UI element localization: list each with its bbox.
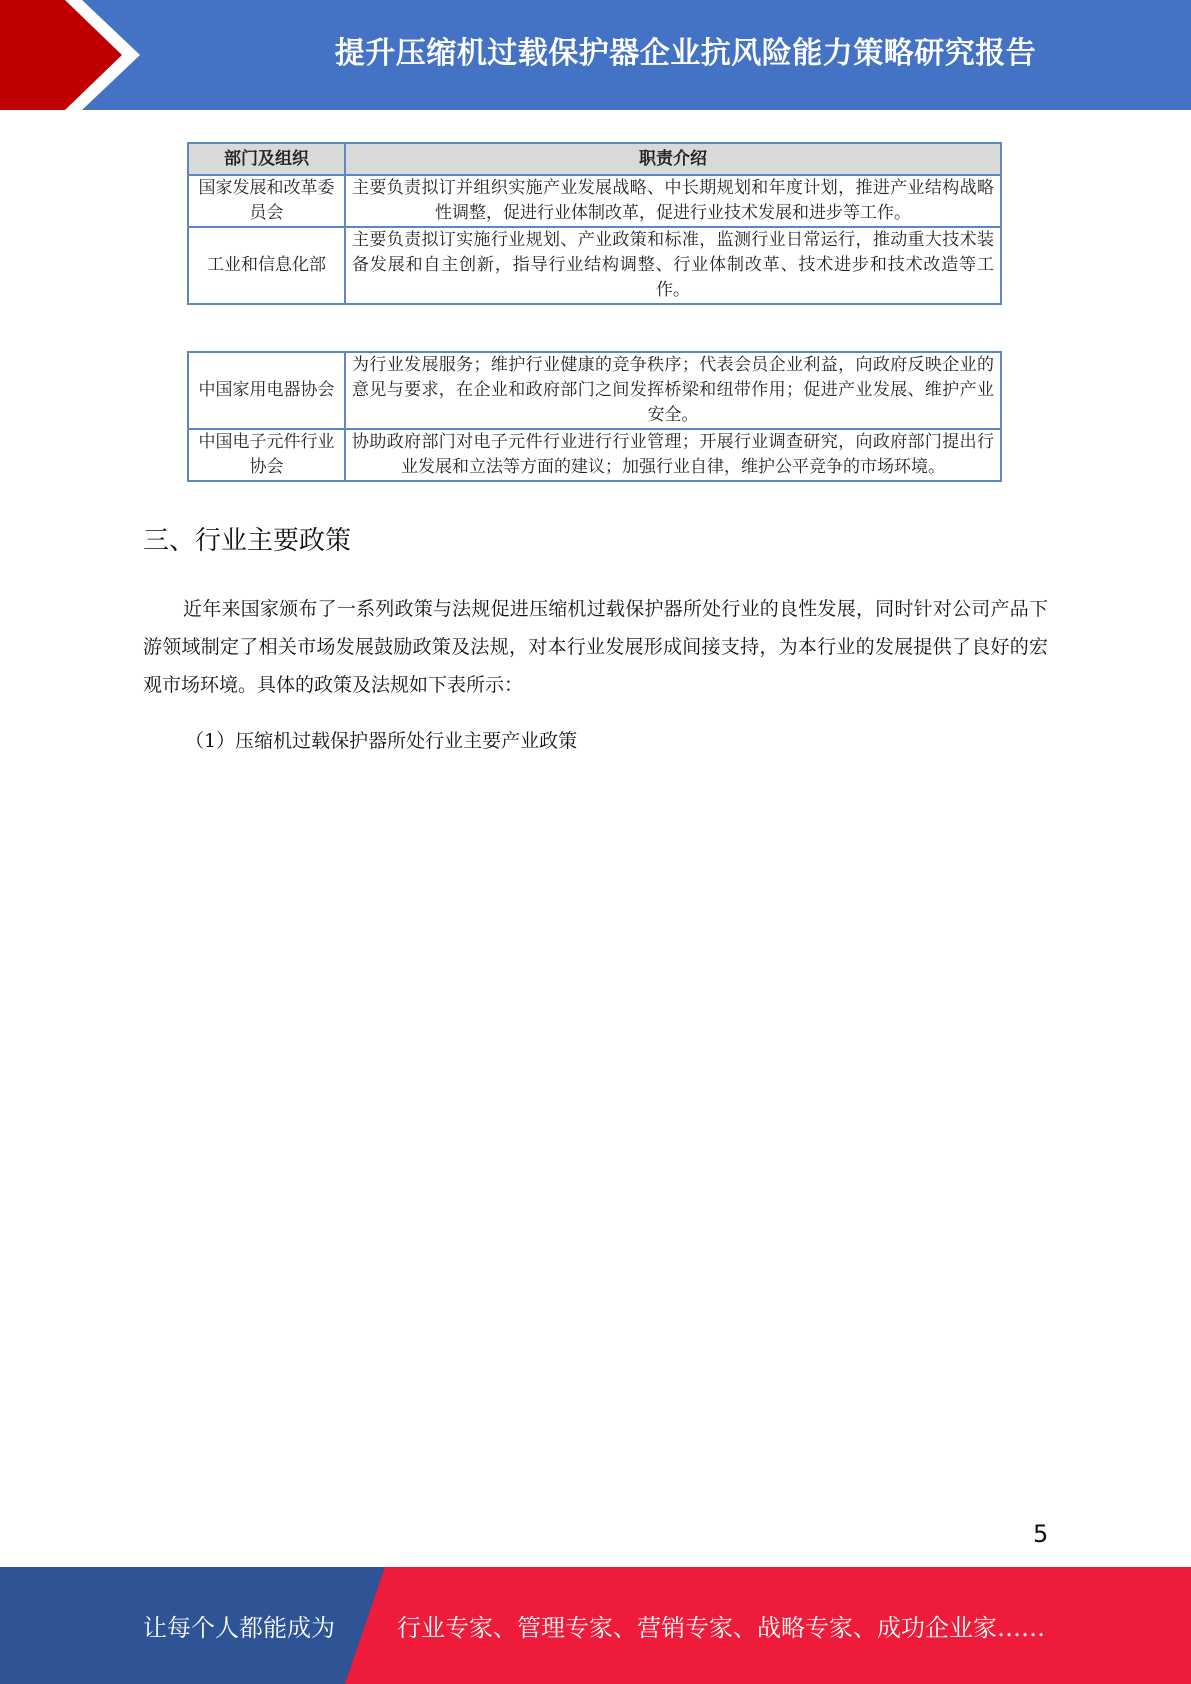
department-table-1 <box>187 142 1002 305</box>
dept-cell: 国家发展和改革委员会 <box>188 175 345 227</box>
desc-cell: 主要负责拟订实施行业规划、产业政策和标准，监测行业日常运行，推动重大技术装备发展和自主创新，指导行业结构调整、行业体制改革、技术进步和技术改造等工作。 <box>345 227 1001 304</box>
header-arrow-decoration <box>0 0 200 110</box>
table-row <box>188 227 1001 304</box>
dept-cell: 中国家用电器协会 <box>188 352 345 429</box>
header-banner <box>0 0 1191 110</box>
section-paragraph: 近年来国家颁布了一系列政策与法规促进压缩机过载保护器所处行业的良性发展，同时针对公司产品下游领域制定了相关市场发展鼓励政策及法规，对本行业发展形成间接支持，为本行业的发展提供了良好的宏观市场环境。具体的政策及法规如下表所示： <box>143 598 1048 696</box>
section-heading: 三、行业主要政策 <box>143 526 352 556</box>
dept-cell: 工业和信息化部 <box>188 227 345 304</box>
report-title: 提升压缩机过载保护器企业抗风险能力策略研究报告 <box>334 36 1037 71</box>
footer-slogan-right: 行业专家、管理专家、营销专家、战略专家、成功企业家…… <box>397 1614 1045 1642</box>
table-row <box>188 429 1001 481</box>
table-row <box>188 352 1001 429</box>
subsection-heading: （1）压缩机过载保护器所处行业主要产业政策 <box>185 730 578 752</box>
table-row <box>188 175 1001 227</box>
column-header-dept: 部门及组织 <box>188 143 345 175</box>
desc-cell: 为行业发展服务；维护行业健康的竞争秩序；代表会员企业利益，向政府反映企业的意见与要求，在企业和政府部门之间发挥桥梁和纽带作用；促进产业发展、维护产业安全。 <box>345 352 1001 429</box>
footer-banner <box>0 1567 1191 1684</box>
desc-cell: 协助政府部门对电子元件行业进行行业管理；开展行业调查研究，向政府部门提出行业发展和立法等方面的建议；加强行业自律，维护公平竞争的市场环境。 <box>345 429 1001 481</box>
desc-cell: 主要负责拟订并组织实施产业发展战略、中长期规划和年度计划，推进产业结构战略性调整，促进行业体制改革，促进行业技术发展和进步等工作。 <box>345 175 1001 227</box>
page-number: 5 <box>1033 1520 1049 1548</box>
dept-cell: 中国电子元件行业协会 <box>188 429 345 481</box>
footer-slogan-left: 让每个人都能成为 <box>143 1614 335 1642</box>
table-header-row <box>188 143 1001 175</box>
department-table-2 <box>187 351 1002 482</box>
column-header-desc: 职责介绍 <box>345 143 1001 175</box>
